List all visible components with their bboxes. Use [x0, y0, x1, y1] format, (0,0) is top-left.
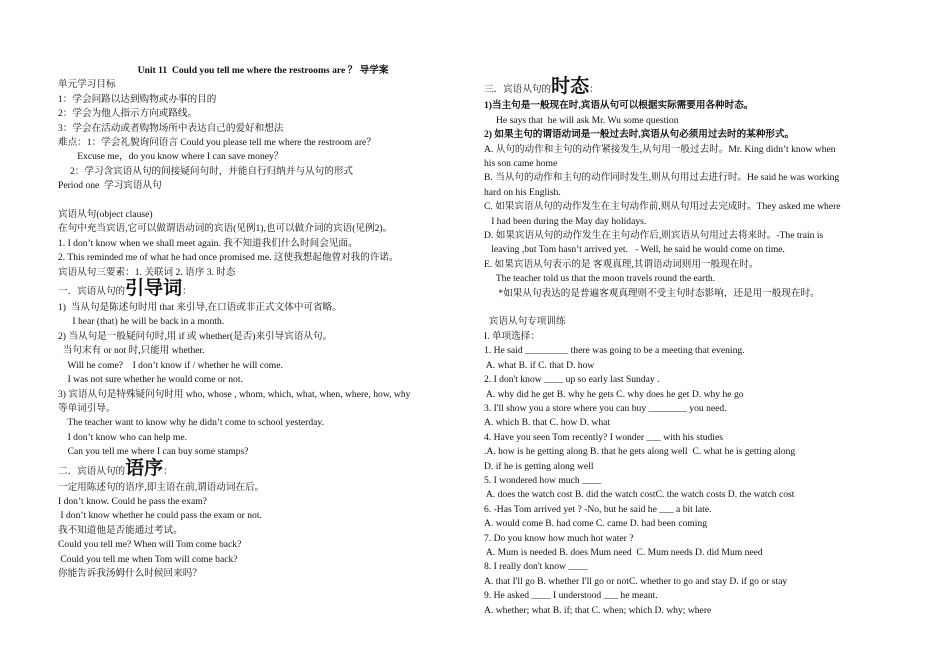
text-line: 难点：1：学会礼貌询问语言 Could you please tell me where the restroom are？	[58, 137, 376, 149]
text-line: Will he come? I don’t know if / whether he will come.	[58, 359, 283, 371]
text-line: B. 当从句的动作和主句的动作同时发生,则从句用过去进行时。He said he was working	[484, 172, 840, 184]
text-line: 1. He said _________ there was going to be a meeting that evening.	[484, 345, 745, 357]
text-line: A. 从句的动作和主句的动作紧接发生,从句用一般过去时。Mr. King didn’t know when	[484, 143, 836, 155]
text-line: Can you tell me where I can buy some stamps?	[58, 446, 249, 458]
text-line: A. which B. that C. how D. what	[484, 417, 611, 429]
text-line: Could you tell me when Tom will come back?	[58, 553, 238, 565]
text-line: 我不知道他是否能通过考试。	[58, 524, 183, 536]
text-line: 2) 如果主句的谓语动词是一般过去时,宾语从句必须用过去时的某种形式。	[484, 129, 795, 141]
text-line: D. 如果宾语从句的动作发生在主句动作后,则宾语从句用过去将来时。-The train is	[484, 230, 824, 242]
right-column	[484, 64, 894, 618]
text-line: A. Mum is needed B. does Mum need C. Mum needs D. did Mum need	[484, 546, 763, 558]
text-line: 一定用陈述句的语序,即主语在前,谓语动词在后。	[58, 481, 265, 493]
text-line: A. whether; what B. if; that C. when; which D. why; where	[484, 604, 712, 616]
text-line: hard on his English.	[484, 186, 561, 198]
text-line: I don’t know whether he could pass the exam or not.	[58, 510, 262, 522]
text-line: The teacher told us that the moon travels round the earth.	[484, 273, 716, 285]
text-line: A. does the watch cost B. did the watch costC. the watch costs D. the watch cost	[484, 489, 795, 501]
text-line: 1. I don’t know when we shall meet again. 我不知道我们什么时间会见面。	[58, 237, 358, 249]
text-line	[484, 301, 894, 315]
text-line: 宾语从句(object clause)	[58, 209, 153, 221]
tense-and-exercise-section	[484, 99, 894, 618]
text-line: .A. how is he getting along B. that he gets along well C. what he is getting along	[484, 446, 796, 458]
text-line: 1：学会问路以达到购物或办事的目的	[58, 93, 217, 105]
text-line: 2. I don't know ____ up so early last Sunday .	[484, 374, 660, 386]
text-line: I was not sure whether he would come or not.	[58, 374, 243, 386]
text-line: 当句末有 or not 时,只能用 whether.	[58, 345, 205, 357]
text-line: *如果从句表达的是普遍客观真理则不受主句时态影响，还是用一般现在时。	[484, 287, 820, 299]
text-line: 你能告诉我汤姆什么时候回来吗？	[58, 567, 202, 579]
heading-tense: 三．宾语从句的时态：	[484, 76, 599, 98]
text-line: The teacher want to know why he didn’t come to school yesterday.	[58, 417, 324, 429]
text-line: 2) 当从句是一般疑问句时,用 if 或 whether(是否)来引导宾语从句。	[58, 330, 333, 342]
text-line: 3) 宾语从句是特殊疑问句时用 who, whose , whom, which, what, when, where, how, why	[58, 388, 411, 400]
text-line: I had been during the May day holidays.	[484, 215, 647, 227]
word-order-section	[58, 481, 468, 582]
text-line: A. would come B. had come C. came D. had been coming	[484, 518, 707, 530]
text-line: 3. I'll show you a store where you can buy ________ you need.	[484, 402, 727, 414]
text-line: 6. -Has Tom arrived yet ? -No, but he said he ___ a bit late.	[484, 503, 712, 515]
text-line: C. 如果宾语从句的动作发生在主句动作前,则从句用过去完成时。They asked me where	[484, 201, 841, 213]
text-line: 2：学会为他人指示方向或路线。	[58, 108, 198, 120]
text-line: 9. He asked ____ I understood ___ he meant.	[484, 590, 658, 602]
text-line	[58, 194, 468, 208]
text-line: 4. Have you seen Tom recently? I wonder ___ with his studies	[484, 431, 723, 443]
text-line: 1)当主句是一般现在时,宾语从句可以根据实际需要用各种时态。	[484, 100, 754, 112]
intro-section	[58, 78, 468, 280]
text-line: 2. This reminded me of what he had once promised me. 这使我想起他曾对我的许诺。	[58, 252, 399, 264]
text-line: A. what B. if C. that D. how	[484, 359, 595, 371]
document-title: Unit 11 Could you tell me where the restrooms are ？ 导学案	[137, 65, 389, 76]
text-line: 单元学习目标	[58, 79, 116, 91]
text-line: 1) 当从句是陈述句时用 that 来引导,在口语或非正式文体中可省略。	[58, 302, 342, 314]
left-column	[58, 64, 468, 581]
heading-connectives: 一．宾语从句的引导词：	[58, 278, 192, 300]
text-line: 7. Do you know how much hot water ?	[484, 532, 634, 544]
text-line: I. 单项选择：	[484, 330, 540, 342]
text-line: Excuse me，do you know where I can save money？	[58, 151, 284, 163]
text-line: 3：学会在活动或者购物场所中表达自己的爱好和想法	[58, 122, 284, 134]
text-line: 2：学习含宾语从句的间接疑问句时，并能自行归纳并与从句的形式	[58, 165, 354, 177]
text-line: leaving ,but Tom hasn’t arrived yet. - Well, he said he would come on time.	[484, 244, 785, 256]
text-line: D. if he is getting along well	[484, 460, 594, 472]
text-line: 在句中充当宾语,它可以做谓语动词的宾语(见例1),也可以做介词的宾语(见例2)。	[58, 223, 393, 235]
text-line: 5. I wondered how much ____	[484, 474, 602, 486]
text-line: Could you tell me? When will Tom come back?	[58, 539, 242, 551]
text-line: A. why did he get B. why he gets C. why does he get D. why he go	[484, 388, 744, 400]
text-line: 宾语从句专项训练	[484, 316, 566, 328]
text-line: his son came home	[484, 158, 558, 170]
text-line: I don’t know who can help me.	[58, 431, 188, 443]
text-line: 宾语从句三要素：1. 关联词 2. 语序 3. 时态	[58, 266, 236, 278]
text-line: A. that I'll go B. whether I'll go or notC. whether to go and stay D. if go or stay	[484, 575, 788, 587]
text-line: 等单词引导。	[58, 402, 116, 414]
heading-word-order: 二．宾语从句的语序：	[58, 457, 173, 479]
text-line: E. 如果宾语从句表示的是 客观真理,其谓语动词则用一般现在时。	[484, 258, 759, 270]
text-line: I hear (that) he will be back in a month.	[58, 316, 225, 328]
text-line: He says that he will ask Mr. Wu some question	[484, 114, 679, 126]
connectives-section	[58, 301, 468, 459]
text-line: 8. I really don't know ____	[484, 561, 588, 573]
text-line: Period one 学习宾语从句	[58, 180, 162, 192]
text-line: I don’t know. Could he pass the exam?	[58, 495, 207, 507]
